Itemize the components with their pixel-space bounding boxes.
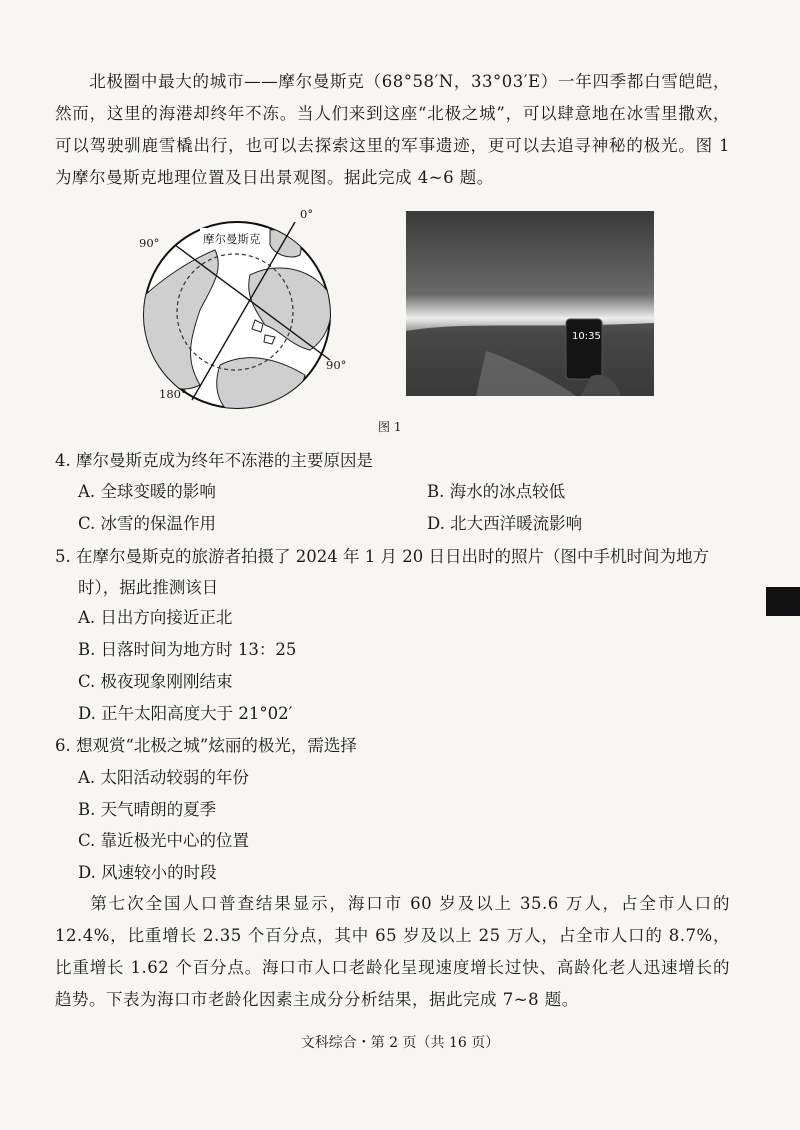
q4-option-a: A. 全球变暖的影响 [78,482,216,501]
q5-option-a: A. 日出方向接近正北 [78,608,233,627]
q6-option-a: A. 太阳活动较弱的年份 [78,768,249,787]
q5-option-c: C. 极夜现象刚刚结束 [78,672,233,691]
page-footer: 文科综合・第 2 页（共 16 页） [300,1035,500,1051]
q6-option-d: D. 风速较小的时段 [78,863,217,882]
q4-stem: 4. 摩尔曼斯克成为终年不冻港的主要原因是 [55,451,373,470]
q4-option-d: D. 北大西洋暖流影响 [427,514,583,533]
side-tab-marker [766,587,800,616]
sunrise-photo-svg [406,211,654,396]
intro2-paragraph [55,888,730,1016]
q5-option-d: D. 正午太阳高度大于 21°02′ [78,704,293,723]
figure-caption: 图 1 [378,420,402,434]
intro2-text: 第七次全国人口普查结果显示，海口市 60 岁及以上 35.6 万人，占全市人口的 12.4%，比重增长 2.35 个百分点，其中 65 岁及以上 25 万人，占全市人口的 8.7%，比重增长 1.62 个百分点。海口市人口老龄化呈现速度增长过快、高龄化老人迅速增长的趋势。下表为海口市老龄化因素主成分分析结果，据此完成 7~8 题。 [55,894,730,1009]
phone-time: 10:35 [572,331,601,342]
city-label: 摩尔曼斯克 [203,232,261,246]
phone [566,319,602,379]
intro-text: 北极圈中最大的城市——摩尔曼斯克（68°58′N，33°03′E）一年四季都白雪皑皑，然而，这里的海港却终年不冻。当人们来到这座“北极之城”，可以肆意地在冰雪里撒欢，可以驾驶驯鹿雪橇出行，也可以去探索这里的军事遗迹，更可以去追寻神秘的极光。图 1 为摩尔曼斯克地理位置及日出景观图。据此完成 4~6 题。 [55,72,730,187]
q6-option-c: C. 靠近极光中心的位置 [78,831,250,850]
q4-option-c: C. 冰雪的保温作用 [78,514,217,533]
polar-map [130,200,360,410]
intro-paragraph [55,66,730,194]
lon-180-label: 180° [159,387,187,401]
lon-0-label: 0° [300,207,314,221]
q5-stem-line2: 时），据此推测该日 [78,578,219,597]
q4-option-b: B. 海水的冰点较低 [427,482,566,501]
q5-stem-line1: 5. 在摩尔曼斯克的旅游者拍摄了 2024 年 1 月 20 日日出时的照片（图中手机时间为地方 [55,547,709,566]
q6-stem: 6. 想观赏“北极之城”炫丽的极光，需选择 [55,736,357,755]
lon-90e-label: 90° [326,358,347,372]
sunrise-photo [406,211,654,396]
q6-option-b: B. 天气晴朗的夏季 [78,800,217,819]
lon-90w-label: 90° [139,236,160,250]
q5-option-b: B. 日落时间为地方时 13：25 [78,640,297,659]
